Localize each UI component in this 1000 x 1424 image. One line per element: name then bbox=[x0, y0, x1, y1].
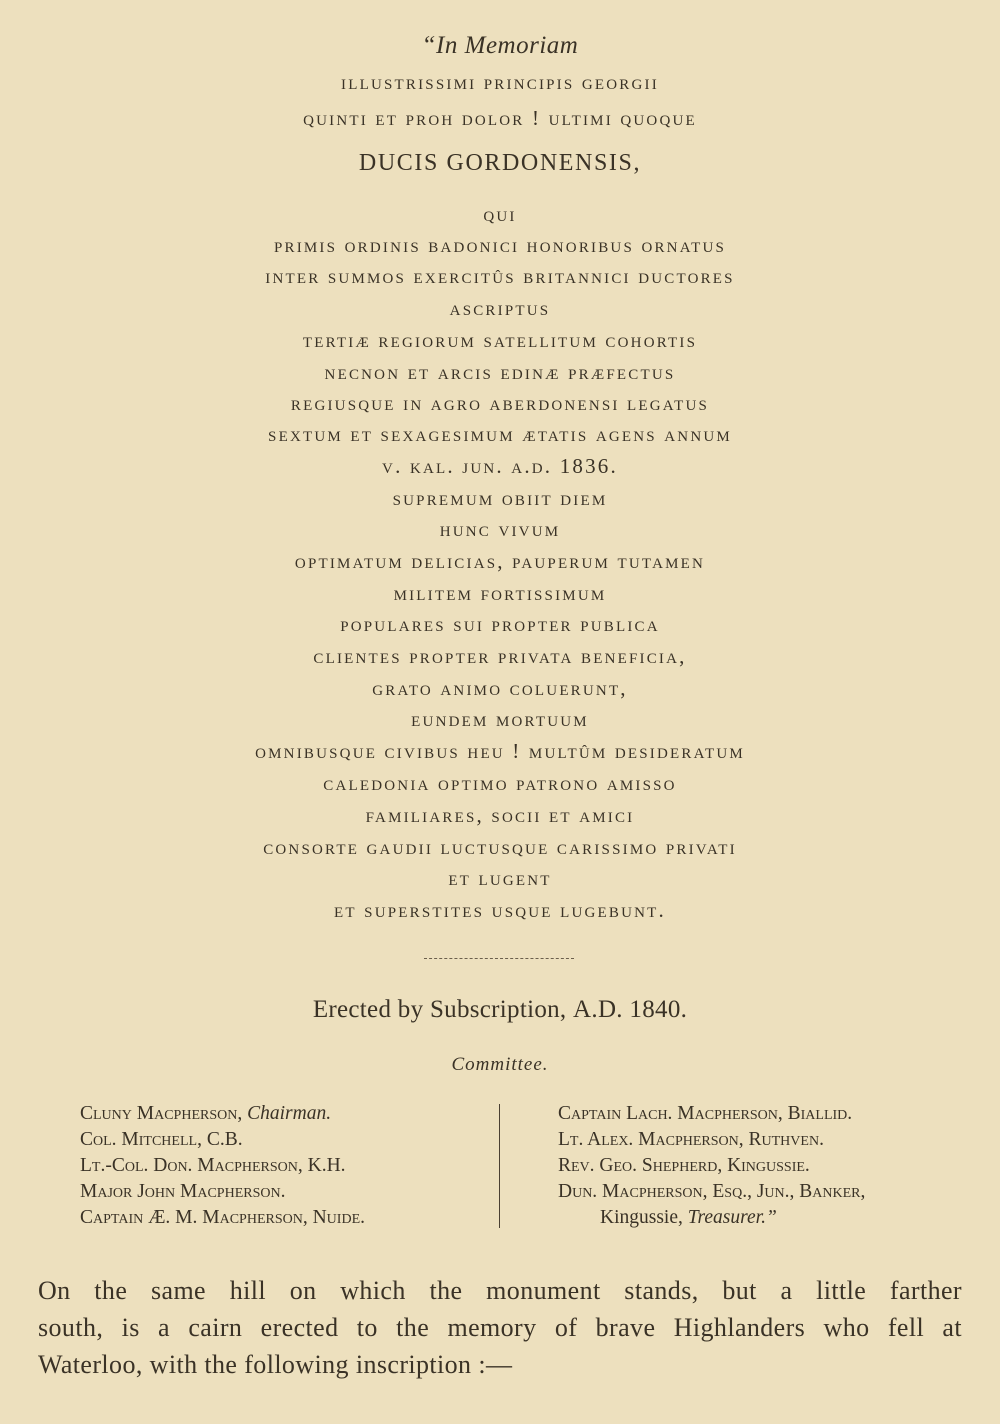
erected-era: A.D. bbox=[573, 996, 623, 1023]
committee-left-column bbox=[80, 1101, 365, 1231]
body-paragraph bbox=[38, 1272, 962, 1383]
committee-member: Col. Mitchell, C.B. bbox=[80, 1129, 243, 1150]
inscription-line: militem fortissimum bbox=[393, 581, 607, 605]
inscription-line: DUCIS GORDONENSIS, bbox=[358, 150, 642, 176]
committee-member: Cluny Macpherson, Chairman. bbox=[80, 1103, 332, 1124]
inscription-line: omnibusque civibus heu ! multûm desideratum bbox=[255, 739, 745, 763]
inscription-line: regiusque in agro aberdonensi legatus bbox=[290, 391, 710, 415]
committee-right-column bbox=[558, 1101, 865, 1231]
section-divider-rule bbox=[424, 958, 574, 959]
committee-member: Captain Lach. Macpherson, Biallid. bbox=[558, 1103, 853, 1124]
paragraph-line: Waterloo, with the following inscription :— bbox=[38, 1350, 513, 1379]
inscription-line: caledonia optimo patrono amisso bbox=[323, 771, 677, 795]
inscription-line: ascriptus bbox=[449, 296, 551, 320]
committee-member: Rev. Geo. Shepherd, Kingussie. bbox=[558, 1155, 810, 1176]
committee-member: Lt. Alex. Macpherson, Ruthven. bbox=[558, 1129, 824, 1150]
erected-text: Erected by Subscription, bbox=[312, 996, 567, 1023]
committee-member: Major John Macpherson. bbox=[80, 1181, 286, 1202]
committee-member: Dun. Macpherson, Esq., Jun., Banker, bbox=[558, 1181, 866, 1202]
inscription-line: et superstites usque lugebunt. bbox=[333, 898, 666, 922]
inscription-line: grato animo coluerunt, bbox=[372, 676, 628, 700]
committee-member: Captain Æ. M. Macpherson, Nuide. bbox=[80, 1207, 365, 1228]
inscription-line: supremum obiit diem bbox=[392, 486, 608, 510]
inscription-line: et lugent bbox=[448, 866, 552, 890]
committee-title: Committee. bbox=[451, 1054, 549, 1075]
inscription-line: populares sui propter publica bbox=[340, 612, 660, 636]
inscription-line: optimatum delicias, pauperum tutamen bbox=[294, 549, 706, 573]
inscription-line: familiares, socii et amici bbox=[365, 803, 635, 827]
inscription-line: v. kal. jun. a.d. 1836. bbox=[382, 454, 618, 478]
inscription-line: necnon et arcis edinæ præfectus bbox=[324, 360, 676, 384]
inscription-line: qui bbox=[483, 202, 517, 226]
inscription-line: consorte gaudii luctusque carissimo privati bbox=[263, 835, 737, 859]
committee-member: Kingussie, Treasurer.” bbox=[600, 1207, 777, 1228]
inscription-line: quinti et proh dolor ! ultimi quoque bbox=[303, 106, 697, 130]
inscription-line: tertiæ regiorum satellitum cohortis bbox=[302, 328, 698, 352]
inscription-line: eundem mortuum bbox=[411, 707, 589, 731]
inscription-line: illustrissimi principis georgii bbox=[341, 70, 659, 94]
inscription-line: clientes propter privata beneficia, bbox=[313, 644, 687, 668]
paragraph-line: On the same hill on which the monument stands, but a little farther bbox=[38, 1276, 962, 1305]
paragraph-line: south, is a cairn erected to the memory of brave Highlanders who fell at bbox=[38, 1313, 962, 1342]
inscription-line: inter summos exercitûs britannici ductores bbox=[265, 264, 735, 288]
inscription-line: hunc vivum bbox=[439, 517, 561, 541]
committee-member: Lt.-Col. Don. Macpherson, K.H. bbox=[80, 1155, 346, 1176]
erected-line bbox=[0, 996, 1000, 1024]
inscription-line: sextum et sexagesimum ætatis agens annum bbox=[268, 422, 732, 446]
inscription-line: primis ordinis badonici honoribus ornatus bbox=[273, 233, 727, 257]
column-divider bbox=[499, 1104, 500, 1228]
memoriam-heading: “In Memoriam bbox=[421, 32, 579, 59]
erected-year: 1840. bbox=[629, 996, 688, 1023]
